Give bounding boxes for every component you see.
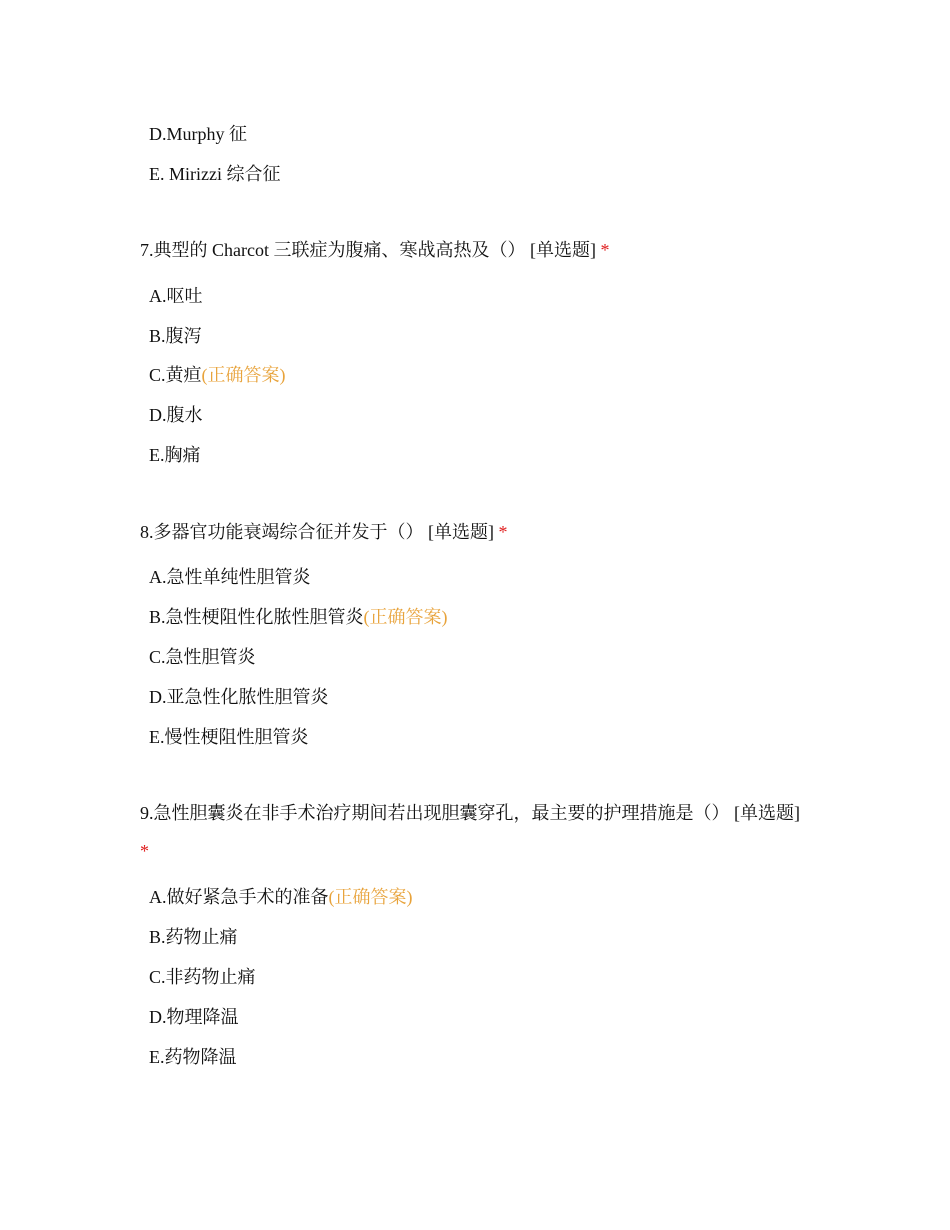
question-title-text: 7.典型的 Charcot 三联症为腹痛、寒战高热及（） [单选题]	[140, 240, 596, 260]
required-mark: *	[140, 841, 149, 861]
option-text: E.药物降温	[149, 1047, 237, 1067]
q8-option-e	[149, 725, 309, 749]
q7-option-e	[149, 443, 201, 467]
question-7-title	[140, 238, 609, 262]
q7-option-d	[149, 403, 203, 427]
q8-option-d	[149, 685, 329, 709]
option-text: D.物理降温	[149, 1007, 239, 1027]
option-text: E.慢性梗阻性胆管炎	[149, 727, 309, 747]
question-title-text: 8.多器官功能衰竭综合征并发于（） [单选题]	[140, 522, 494, 542]
q7-option-c	[149, 363, 286, 387]
q9-option-e	[149, 1045, 237, 1069]
required-mark: *	[600, 240, 610, 260]
q9-option-d	[149, 1005, 239, 1029]
q8-option-b	[149, 605, 448, 629]
question-title-text: 9.急性胆囊炎在非手术治疗期间若出现胆囊穿孔，最主要的护理措施是（） [单选题]	[140, 803, 800, 823]
option-text: C.急性胆管炎	[149, 647, 256, 667]
correct-answer-label: (正确答案)	[201, 365, 286, 385]
option-text: D.亚急性化脓性胆管炎	[149, 687, 329, 707]
q8-option-a	[149, 565, 311, 589]
option-text: B.药物止痛	[149, 927, 238, 947]
question-9-title	[140, 794, 810, 870]
q8-option-c	[149, 645, 256, 669]
correct-answer-label: (正确答案)	[363, 607, 448, 627]
option-text: A.呕吐	[149, 286, 203, 306]
option-text: A.急性单纯性胆管炎	[149, 567, 311, 587]
option-text: C.黄疸	[149, 365, 202, 385]
option-text: D.Murphy 征	[149, 124, 247, 144]
option-text: E.胸痛	[149, 445, 201, 465]
q7-option-b	[149, 324, 202, 348]
q9-option-b	[149, 925, 238, 949]
q9-option-a	[149, 885, 413, 909]
option-text: B.急性梗阻性化脓性胆管炎	[149, 607, 364, 627]
q9-option-c	[149, 965, 256, 989]
option-text: D.腹水	[149, 405, 203, 425]
option-text: A.做好紧急手术的准备	[149, 887, 329, 907]
option-text: B.腹泻	[149, 326, 202, 346]
option-text: E. Mirizzi 综合征	[149, 164, 281, 184]
option-d-murphy	[149, 122, 247, 146]
option-e-mirizzi	[149, 162, 280, 186]
question-8-title	[140, 520, 508, 544]
option-text: C.非药物止痛	[149, 967, 256, 987]
q7-option-a	[149, 284, 203, 308]
correct-answer-label: (正确答案)	[328, 887, 413, 907]
required-mark: *	[498, 522, 508, 542]
